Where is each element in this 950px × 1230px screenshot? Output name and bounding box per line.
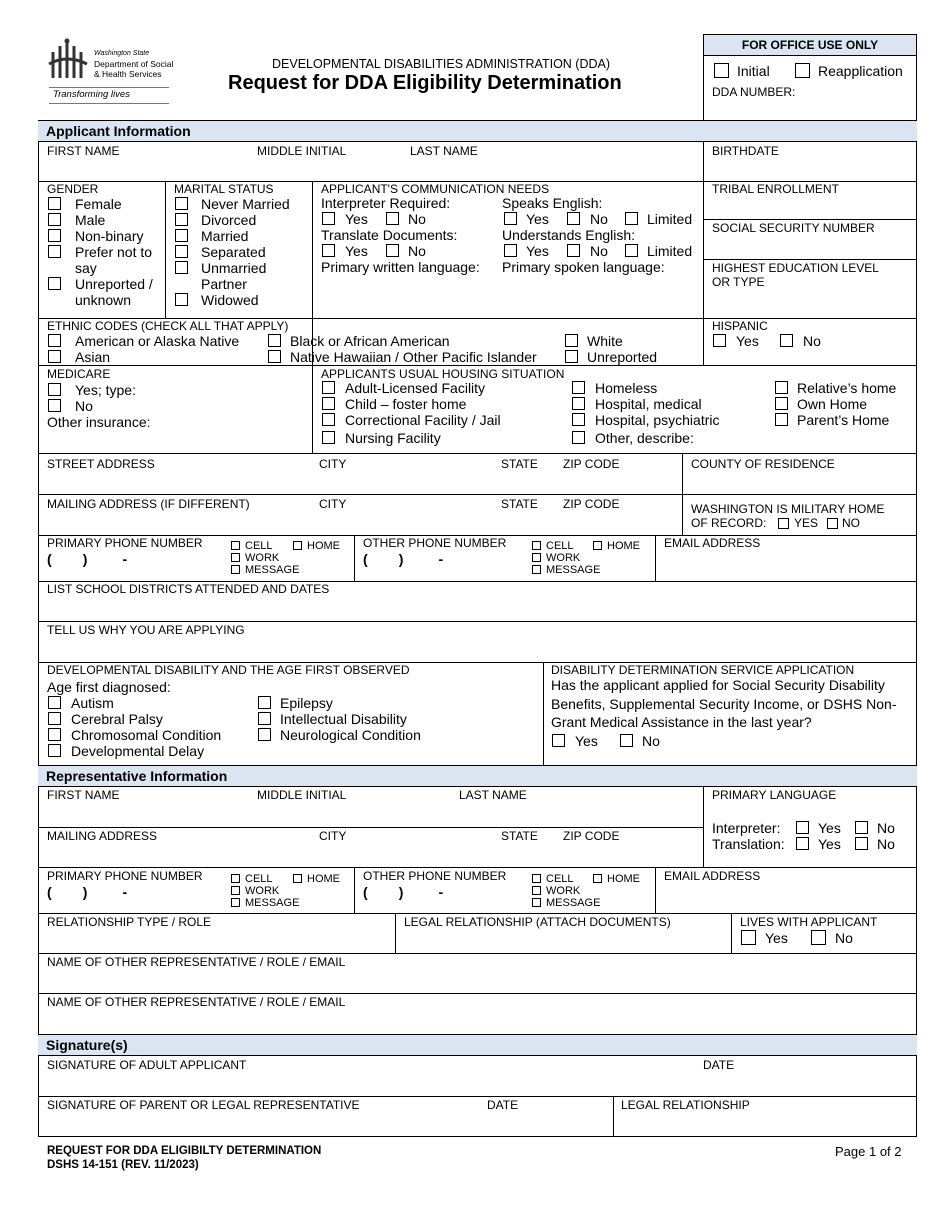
marital-separated-checkbox[interactable] — [175, 245, 188, 258]
rep-state-label: STATE — [501, 829, 538, 843]
ethnic-unreported-checkbox[interactable] — [565, 350, 578, 363]
rep-lives-no-label: No — [835, 930, 853, 946]
ethnic-white-label: White — [587, 333, 623, 349]
dd-chromosomal-label: Chromosomal Condition — [71, 727, 222, 743]
rep-legal-label: LEGAL RELATIONSHIP (ATTACH DOCUMENTS) — [404, 915, 671, 929]
rep-interpreter-no-label: No — [877, 820, 895, 836]
tribal-label: TRIBAL ENROLLMENT — [712, 182, 839, 196]
parent-signature-label: SIGNATURE OF PARENT OR LEGAL REPRESENTATIVE — [47, 1098, 360, 1112]
applicant-section-header — [38, 120, 917, 142]
logo-tagline: Transforming lives — [53, 89, 130, 100]
dds-no-label: No — [642, 733, 660, 749]
primary-message-checkbox[interactable] — [231, 565, 240, 574]
hispanic-label: HISPANIC — [712, 319, 768, 333]
housing-label: APPLICANTS USUAL HOUSING SITUATION — [321, 367, 565, 381]
medicare-label: MEDICARE — [47, 367, 111, 381]
dd-neurological-label: Neurological Condition — [280, 727, 421, 743]
speaks-yes-label: Yes — [526, 211, 549, 227]
city-label: CITY — [319, 457, 347, 471]
housing-own-label: Own Home — [797, 396, 868, 412]
rep-lives-with-label: LIVES WITH APPLICANT — [740, 915, 878, 929]
written-language-label: Primary written language: — [321, 259, 480, 275]
ethnic-native-label: American or Alaska Native — [75, 333, 240, 349]
representative-section-header — [38, 765, 917, 787]
gender-nonbinary-label: Non-binary — [75, 228, 144, 244]
speaks-no-label: No — [590, 211, 608, 227]
email-label: EMAIL ADDRESS — [664, 536, 761, 550]
rep-other-home-label: HOME — [607, 873, 640, 885]
other-work-label: WORK — [546, 552, 581, 564]
translate-no-checkbox[interactable] — [386, 244, 399, 257]
dds-yes-label: Yes — [575, 733, 598, 749]
rep-interpreter-yes-checkbox[interactable] — [796, 821, 809, 834]
gender-prefer-not-label: Prefer not to — [75, 244, 153, 260]
military-yes-checkbox[interactable] — [778, 518, 789, 529]
understands-no-label: No — [590, 243, 608, 259]
medicare-no-checkbox[interactable] — [48, 399, 61, 412]
military-no-label: NO — [842, 516, 860, 530]
mailing-zip-label: ZIP CODE — [563, 497, 620, 511]
gender-unreported-label-2: unknown — [75, 292, 132, 308]
comm-needs-label: APPLICANT'S COMMUNICATION NEEDS — [321, 182, 550, 196]
initial-checkbox[interactable] — [714, 63, 729, 78]
rep-other-phone-label: OTHER PHONE NUMBER — [363, 869, 507, 883]
dd-epilepsy-checkbox[interactable] — [258, 696, 271, 709]
primary-home-label: HOME — [307, 540, 340, 552]
speaks-limited-checkbox[interactable] — [625, 212, 638, 225]
rep-lives-no-checkbox[interactable] — [811, 930, 826, 945]
rep-lives-yes-label: Yes — [765, 930, 788, 946]
logo-dept2: & Health Services — [94, 69, 162, 79]
military-label: WASHINGTON IS MILITARY HOME — [691, 502, 885, 516]
military-yes-label: YES — [794, 516, 819, 530]
initial-label: Initial — [737, 63, 770, 79]
housing-hospital-medical-label: Hospital, medical — [595, 396, 702, 412]
interpreter-yes-label: Yes — [345, 211, 368, 227]
speaks-limited-label: Limited — [647, 211, 693, 227]
representative-section-title: Representative Information — [46, 768, 228, 784]
housing-nursing-label: Nursing Facility — [345, 430, 441, 446]
dds-yes-checkbox[interactable] — [552, 734, 565, 747]
housing-homeless-checkbox[interactable] — [572, 381, 585, 394]
rep-primary-phone-field[interactable]: ( ) - — [47, 884, 128, 900]
ethnic-black-checkbox[interactable] — [268, 334, 281, 347]
primary-phone-label: PRIMARY PHONE NUMBER — [47, 536, 203, 550]
housing-homeless-label: Homeless — [595, 380, 658, 396]
primary-cell-label: CELL — [245, 540, 273, 552]
housing-foster-label: Child – foster home — [345, 396, 467, 412]
translate-no-label: No — [408, 243, 426, 259]
translate-label: Translate Documents: — [321, 227, 458, 243]
signatures-section-title: Signature(s) — [46, 1037, 128, 1053]
gender-female-label: Female — [75, 196, 122, 212]
ethnic-pacific-checkbox[interactable] — [268, 350, 281, 363]
other-home-label: HOME — [607, 540, 640, 552]
rep-translation-no-label: No — [877, 836, 895, 852]
primary-phone-field[interactable]: ( ) - — [47, 551, 128, 567]
housing-adult-label: Adult-Licensed Facility — [345, 380, 486, 396]
rep-middle-initial-label: MIDDLE INITIAL — [257, 788, 347, 802]
rep-primary-message-label: MESSAGE — [245, 897, 300, 909]
housing-other-checkbox[interactable] — [572, 431, 585, 444]
dd-intellectual-checkbox[interactable] — [258, 712, 271, 725]
marital-widowed-checkbox[interactable] — [175, 293, 188, 306]
rep-other-phone-field[interactable]: ( ) - — [363, 884, 444, 900]
marital-unmarried-label-2: Partner — [201, 276, 247, 292]
speaks-no-checkbox[interactable] — [567, 212, 580, 225]
housing-parent-label: Parent’s Home — [797, 412, 890, 428]
housing-relative-checkbox[interactable] — [775, 381, 788, 394]
other-rep-label-1: NAME OF OTHER REPRESENTATIVE / ROLE / EMAIL — [47, 955, 346, 969]
primary-cell-checkbox[interactable] — [231, 541, 240, 550]
zip-label: ZIP CODE — [563, 457, 620, 471]
speaks-english-label: Speaks English: — [502, 195, 603, 211]
primary-message-label: MESSAGE — [245, 564, 300, 576]
education-label: HIGHEST EDUCATION LEVEL — [712, 261, 879, 275]
schools-label: LIST SCHOOL DISTRICTS ATTENDED AND DATES — [47, 582, 330, 596]
mailing-state-label: STATE — [501, 497, 538, 511]
why-label: TELL US WHY YOU ARE APPLYING — [47, 623, 245, 637]
dds-no-checkbox[interactable] — [620, 734, 633, 747]
first-name-label: FIRST NAME — [47, 144, 120, 158]
housing-parent-checkbox[interactable] — [775, 413, 788, 426]
parent-date-label: DATE — [487, 1098, 519, 1112]
military-no-checkbox[interactable] — [827, 518, 838, 529]
military-label-2: OF RECORD: — [691, 516, 767, 530]
birthdate-label: BIRTHDATE — [712, 144, 779, 158]
street-label: STREET ADDRESS — [47, 457, 155, 471]
medicare-no-label: No — [75, 398, 93, 414]
hispanic-yes-label: Yes — [736, 333, 759, 349]
dd-cp-label: Cerebral Palsy — [71, 711, 163, 727]
interpreter-label: Interpreter Required: — [321, 195, 451, 211]
reapplication-checkbox[interactable] — [795, 63, 810, 78]
rep-primary-language-label: PRIMARY LANGUAGE — [712, 788, 837, 802]
marital-divorced-label: Divorced — [201, 212, 257, 228]
ethnic-white-checkbox[interactable] — [565, 334, 578, 347]
rep-mailing-label: MAILING ADDRESS — [47, 829, 158, 843]
gender-prefer-not-checkbox[interactable] — [48, 245, 61, 258]
dd-delay-checkbox[interactable] — [48, 744, 61, 757]
form-title: Request for DDA Eligibility Determination — [228, 72, 622, 94]
dd-autism-label: Autism — [71, 695, 114, 711]
rep-other-work-checkbox[interactable] — [532, 886, 541, 895]
housing-jail-label: Correctional Facility / Jail — [345, 412, 501, 428]
gender-prefer-not-label-2: say — [75, 260, 97, 276]
dshs-logo — [47, 38, 172, 104]
interpreter-no-label: No — [408, 211, 426, 227]
mailing-city-label: CITY — [319, 497, 347, 511]
ethnic-pacific-label: Native Hawaiian / Other Pacific Islander — [290, 349, 537, 365]
rep-email-label: EMAIL ADDRESS — [664, 869, 761, 883]
dd-delay-label: Developmental Delay — [71, 743, 205, 759]
gender-male-label: Male — [75, 212, 106, 228]
footer-form-number: DSHS 14-151 (REV. 11/2023) — [47, 1159, 199, 1171]
other-insurance-label: Other insurance: — [47, 414, 151, 430]
gender-female-checkbox[interactable] — [48, 197, 61, 210]
legal-relationship-label: LEGAL RELATIONSHIP — [621, 1098, 750, 1112]
last-name-label: LAST NAME — [410, 144, 478, 158]
marital-separated-label: Separated — [201, 244, 266, 260]
housing-hospital-psych-label: Hospital, psychiatric — [595, 412, 720, 428]
people-logo-icon — [47, 38, 91, 82]
housing-hospital-psych-checkbox[interactable] — [572, 413, 585, 426]
dd-autism-checkbox[interactable] — [48, 696, 61, 709]
dd-label: DEVELOPMENTAL DISABILITY AND THE AGE FIRST OBSERVED — [47, 663, 410, 677]
state-label: STATE — [501, 457, 538, 471]
marital-never-label: Never Married — [201, 196, 290, 212]
medicare-yes-label: Yes; type: — [75, 382, 136, 398]
middle-initial-label: MIDDLE INITIAL — [257, 144, 347, 158]
hispanic-yes-checkbox[interactable] — [713, 334, 726, 347]
other-phone-field[interactable]: ( ) - — [363, 551, 444, 567]
marital-widowed-label: Widowed — [201, 292, 259, 308]
translate-yes-label: Yes — [345, 243, 368, 259]
translate-yes-checkbox[interactable] — [322, 244, 335, 257]
rep-translation-yes-checkbox[interactable] — [796, 837, 809, 850]
adult-signature-label: SIGNATURE OF ADULT APPLICANT — [47, 1058, 247, 1072]
understands-yes-label: Yes — [526, 243, 549, 259]
rep-translation-yes-label: Yes — [818, 836, 841, 852]
rep-city-label: CITY — [319, 829, 347, 843]
understands-yes-checkbox[interactable] — [504, 244, 517, 257]
housing-hospital-medical-checkbox[interactable] — [572, 397, 585, 410]
dda-number-label: DDA NUMBER: — [712, 85, 796, 99]
marital-unmarried-checkbox[interactable] — [175, 261, 188, 274]
understands-limited-checkbox[interactable] — [625, 244, 638, 257]
spoken-language-label: Primary spoken language: — [502, 259, 665, 275]
medicare-yes-checkbox[interactable] — [48, 383, 61, 396]
form-subtitle: DEVELOPMENTAL DISABILITIES ADMINISTRATION (DDA) — [272, 57, 611, 71]
housing-own-checkbox[interactable] — [775, 397, 788, 410]
dd-cp-checkbox[interactable] — [48, 712, 61, 725]
other-message-label: MESSAGE — [546, 564, 601, 576]
housing-other-label: Other, describe: — [595, 430, 694, 446]
primary-work-label: WORK — [245, 552, 280, 564]
gender-nonbinary-checkbox[interactable] — [48, 229, 61, 242]
ethnic-unreported-label: Unreported — [587, 349, 658, 365]
first-name-field[interactable] — [40, 158, 700, 180]
mailing-label: MAILING ADDRESS (IF DIFFERENT) — [47, 497, 250, 511]
marital-unmarried-label: Unmarried — [201, 260, 267, 276]
rep-other-message-label: MESSAGE — [546, 897, 601, 909]
rep-first-name-label: FIRST NAME — [47, 788, 120, 802]
rep-other-cell-label: CELL — [546, 873, 574, 885]
dds-question-3: Grant Medical Assistance in the last year? — [551, 714, 812, 730]
gender-male-checkbox[interactable] — [48, 213, 61, 226]
rep-translation-no-checkbox[interactable] — [855, 837, 868, 850]
dd-epilepsy-label: Epilepsy — [280, 695, 333, 711]
housing-jail-checkbox[interactable] — [322, 413, 335, 426]
understands-limited-label: Limited — [647, 243, 693, 259]
marital-never-checkbox[interactable] — [175, 197, 188, 210]
ethnic-label: ETHNIC CODES (CHECK ALL THAT APPLY) — [47, 319, 289, 333]
rep-primary-home-checkbox[interactable] — [293, 874, 302, 883]
dds-question-2: Benefits, Supplemental Security Income, or DSHS Non- — [551, 696, 897, 712]
other-phone-label: OTHER PHONE NUMBER — [363, 536, 507, 550]
logo-dept: Department of Social — [94, 59, 174, 69]
marital-married-checkbox[interactable] — [175, 229, 188, 242]
interpreter-yes-checkbox[interactable] — [322, 212, 335, 225]
rep-other-home-checkbox[interactable] — [593, 874, 602, 883]
rep-interpreter-no-checkbox[interactable] — [855, 821, 868, 834]
rep-interpreter-label: Interpreter: — [712, 820, 781, 836]
other-rep-label-2: NAME OF OTHER REPRESENTATIVE / ROLE / EMAIL — [47, 995, 346, 1009]
ethnic-asian-label: Asian — [75, 349, 111, 365]
housing-foster-checkbox[interactable] — [322, 397, 335, 410]
footer-form-title: REQUEST FOR DDA ELIGIBILTY DETERMINATION — [47, 1145, 322, 1157]
gender-label: GENDER — [47, 182, 99, 196]
dds-question-1: Has the applicant applied for Social Security Disability — [551, 677, 885, 693]
reapplication-label: Reapplication — [818, 63, 903, 79]
adult-date-label: DATE — [703, 1058, 735, 1072]
gender-unreported-checkbox[interactable] — [48, 277, 61, 290]
marital-married-label: Married — [201, 228, 249, 244]
rep-interpreter-yes-label: Yes — [818, 820, 841, 836]
ethnic-asian-checkbox[interactable] — [48, 350, 61, 363]
footer-page: Page 1 of 2 — [835, 1144, 902, 1159]
ethnic-native-checkbox[interactable] — [48, 334, 61, 347]
other-home-checkbox[interactable] — [593, 541, 602, 550]
hispanic-no-checkbox[interactable] — [780, 334, 793, 347]
dd-neurological-checkbox[interactable] — [258, 728, 271, 741]
housing-relative-label: Relative’s home — [797, 380, 897, 396]
dd-intellectual-label: Intellectual Disability — [280, 711, 407, 727]
hispanic-no-label: No — [803, 333, 821, 349]
rep-primary-home-label: HOME — [307, 873, 340, 885]
office-use-title: FOR OFFICE USE ONLY — [741, 38, 879, 52]
education-label-2: OR TYPE — [712, 275, 765, 289]
rep-primary-work-label: WORK — [245, 885, 280, 897]
rep-primary-message-checkbox[interactable] — [231, 898, 240, 907]
gender-unreported-label: Unreported / — [75, 276, 153, 292]
rep-primary-cell-label: CELL — [245, 873, 273, 885]
ssn-label: SOCIAL SECURITY NUMBER — [712, 221, 875, 235]
interpreter-no-checkbox[interactable] — [386, 212, 399, 225]
rep-relationship-label: RELATIONSHIP TYPE / ROLE — [47, 915, 212, 929]
signatures-section-header — [38, 1034, 917, 1056]
rep-primary-cell-checkbox[interactable] — [231, 874, 240, 883]
ethnic-black-label: Black or African American — [290, 333, 450, 349]
rep-primary-phone-label: PRIMARY PHONE NUMBER — [47, 869, 203, 883]
speaks-yes-checkbox[interactable] — [504, 212, 517, 225]
housing-nursing-checkbox[interactable] — [322, 431, 335, 444]
understands-no-checkbox[interactable] — [567, 244, 580, 257]
dd-chromosomal-checkbox[interactable] — [48, 728, 61, 741]
county-label: COUNTY OF RESIDENCE — [691, 457, 835, 471]
other-cell-checkbox[interactable] — [532, 541, 541, 550]
rep-other-work-label: WORK — [546, 885, 581, 897]
rep-last-name-label: LAST NAME — [459, 788, 527, 802]
marital-label: MARITAL STATUS — [174, 182, 274, 196]
rep-primary-work-checkbox[interactable] — [231, 886, 240, 895]
other-cell-label: CELL — [546, 540, 574, 552]
other-message-checkbox[interactable] — [532, 565, 541, 574]
rep-translation-label: Translation: — [712, 836, 785, 852]
rep-other-message-checkbox[interactable] — [532, 898, 541, 907]
marital-divorced-checkbox[interactable] — [175, 213, 188, 226]
primary-home-checkbox[interactable] — [293, 541, 302, 550]
logo-state: Washington State — [94, 50, 150, 57]
office-use-box — [703, 34, 917, 121]
understands-english-label: Understands English: — [502, 227, 636, 243]
rep-lives-yes-checkbox[interactable] — [741, 930, 756, 945]
primary-work-checkbox[interactable] — [231, 553, 240, 562]
age-diagnosed-label: Age first diagnosed: — [47, 679, 171, 695]
rep-other-cell-checkbox[interactable] — [532, 874, 541, 883]
dds-label: DISABILITY DETERMINATION SERVICE APPLICATION — [551, 663, 855, 677]
rep-zip-label: ZIP CODE — [563, 829, 620, 843]
other-work-checkbox[interactable] — [532, 553, 541, 562]
applicant-section-title: Applicant Information — [46, 123, 191, 139]
housing-adult-checkbox[interactable] — [322, 381, 335, 394]
